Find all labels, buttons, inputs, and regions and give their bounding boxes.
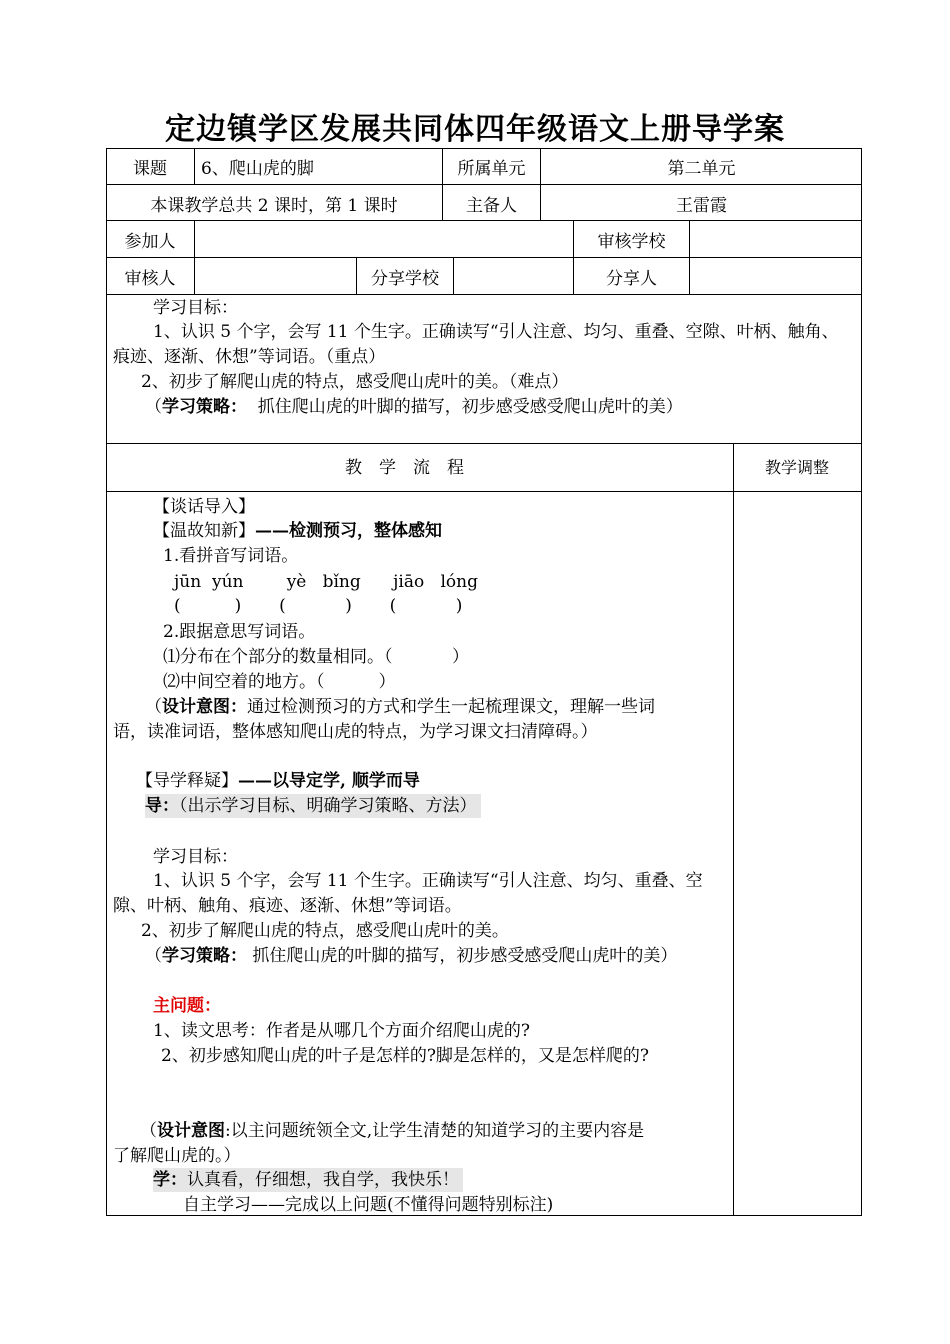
main-question-1: 1、读文思考：作者是从哪几个方面介绍爬山虎的? — [153, 1021, 530, 1041]
question-2: 2.跟据意思写词语。 — [163, 622, 316, 642]
sharer-label: 分享人 — [573, 258, 689, 295]
learning-strategy: （学习策略： 抓住爬山虎的叶脚的描写，初步感受感受爬山虎叶的美） — [145, 397, 683, 417]
topic-value: 6、爬山虎的脚 — [194, 148, 442, 184]
design-intent-1: （设计意图：通过检测预习的方式和学生一起梳理课文，理解一些词 — [145, 697, 655, 717]
design-intent-2: （设计意图:以主问题统领全文,让学生清楚的知道学习的主要内容是 — [140, 1121, 645, 1141]
sharer-value — [689, 258, 862, 295]
review-school-label: 审核学校 — [573, 221, 689, 258]
prep-label: 主备人 — [442, 185, 540, 221]
self-study-line: 自主学习——完成以上问题(不懂得问题特别标注) — [183, 1195, 554, 1215]
participants-value — [194, 221, 573, 258]
objective-2-2: 2、初步了解爬山虎的特点，感受爬山虎叶的美。 — [141, 921, 509, 941]
guide-heading: 【导学释疑】——以导定学, 顺学而导 — [136, 771, 420, 791]
participants-label: 参加人 — [124, 232, 176, 252]
share-school-label: 分享学校 — [356, 258, 453, 295]
header-table — [106, 148, 862, 296]
dao-line: 导：（出示学习目标、明确学习策略、方法） — [145, 794, 481, 818]
objectives-heading-2: 学习目标： — [153, 847, 238, 867]
intro-heading: 【谈话导入】 — [153, 497, 255, 517]
question-2b: ⑵中间空着的地方。（ ） — [163, 672, 396, 692]
design-intent-1-line2: 语，读准词语，整体感知爬山虎的特点，为学习课文扫清障碍。） — [113, 722, 598, 742]
pinyin-line: jūn yún yè bǐng jiāo lóng — [174, 572, 478, 592]
main-question-heading: 主问题： — [153, 996, 221, 1016]
reviewer-value — [194, 258, 356, 295]
unit-label: 所属单元 — [442, 148, 540, 184]
teaching-process-heading: 教 学 流 程 — [345, 458, 464, 478]
header-row-hours — [106, 184, 862, 221]
document-title: 定边镇学区发展共同体四年级语文上册导学案 — [165, 112, 785, 147]
topic-label: 课题 — [133, 158, 167, 179]
divider-flow-header — [106, 443, 862, 444]
xue-line: 学：认真看，仔细想，我自学，我快乐！ — [153, 1168, 463, 1192]
teaching-adjust-heading: 教学调整 — [765, 458, 830, 477]
share-school-value — [453, 258, 573, 295]
objective-1-line1: 1、认识 5 个字，会写 11 个生字。正确读写“引人注意、均匀、重叠、空隙、叶柄、触角、 — [153, 322, 839, 342]
pinyin-blanks: ( ) ( ) ( ) — [174, 596, 463, 616]
question-2a: ⑴分布在个部分的数量相同。（ ） — [163, 647, 469, 667]
unit-value: 第二单元 — [540, 148, 862, 184]
adjust-column-divider — [733, 443, 734, 1216]
header-row-reviewer — [106, 257, 862, 295]
design-intent-2-line2: 了解爬山虎的。） — [113, 1146, 241, 1166]
prep-value: 王雷霞 — [540, 185, 862, 221]
review-school-value — [689, 221, 862, 258]
lesson-hours: 本课教学总共 2 课时，第 1 课时 — [150, 195, 398, 216]
review-heading: 【温故知新】——检测预习，整体感知 — [153, 521, 442, 541]
objective-1-line2: 痕迹、逐渐、休想”等词语。（重点） — [113, 347, 386, 367]
objective-2: 2、初步了解爬山虎的特点，感受爬山虎叶的美。（难点） — [141, 372, 569, 392]
objective-2-1-line2: 隙、叶柄、触角、痕迹、逐渐、休想”等词语。 — [113, 896, 462, 916]
divider-flow-body — [106, 491, 862, 492]
main-question-2: 2、初步感知爬山虎的叶子是怎样的?脚是怎样的，又是怎样爬的? — [161, 1046, 650, 1066]
objectives-heading: 学习目标： — [153, 298, 238, 318]
objective-2-1-line1: 1、认识 5 个字，会写 11 个生字。正确读写“引人注意、均匀、重叠、空 — [153, 871, 703, 891]
divider-objectives — [106, 294, 862, 295]
header-row-topic — [106, 148, 862, 184]
learning-strategy-2: （学习策略： 抓住爬山虎的叶脚的描写，初步感受感受爬山虎叶的美） — [145, 946, 678, 966]
header-row-participants — [106, 220, 862, 258]
question-1: 1.看拼音写词语。 — [163, 546, 299, 566]
reviewer-label: 审核人 — [124, 269, 176, 289]
